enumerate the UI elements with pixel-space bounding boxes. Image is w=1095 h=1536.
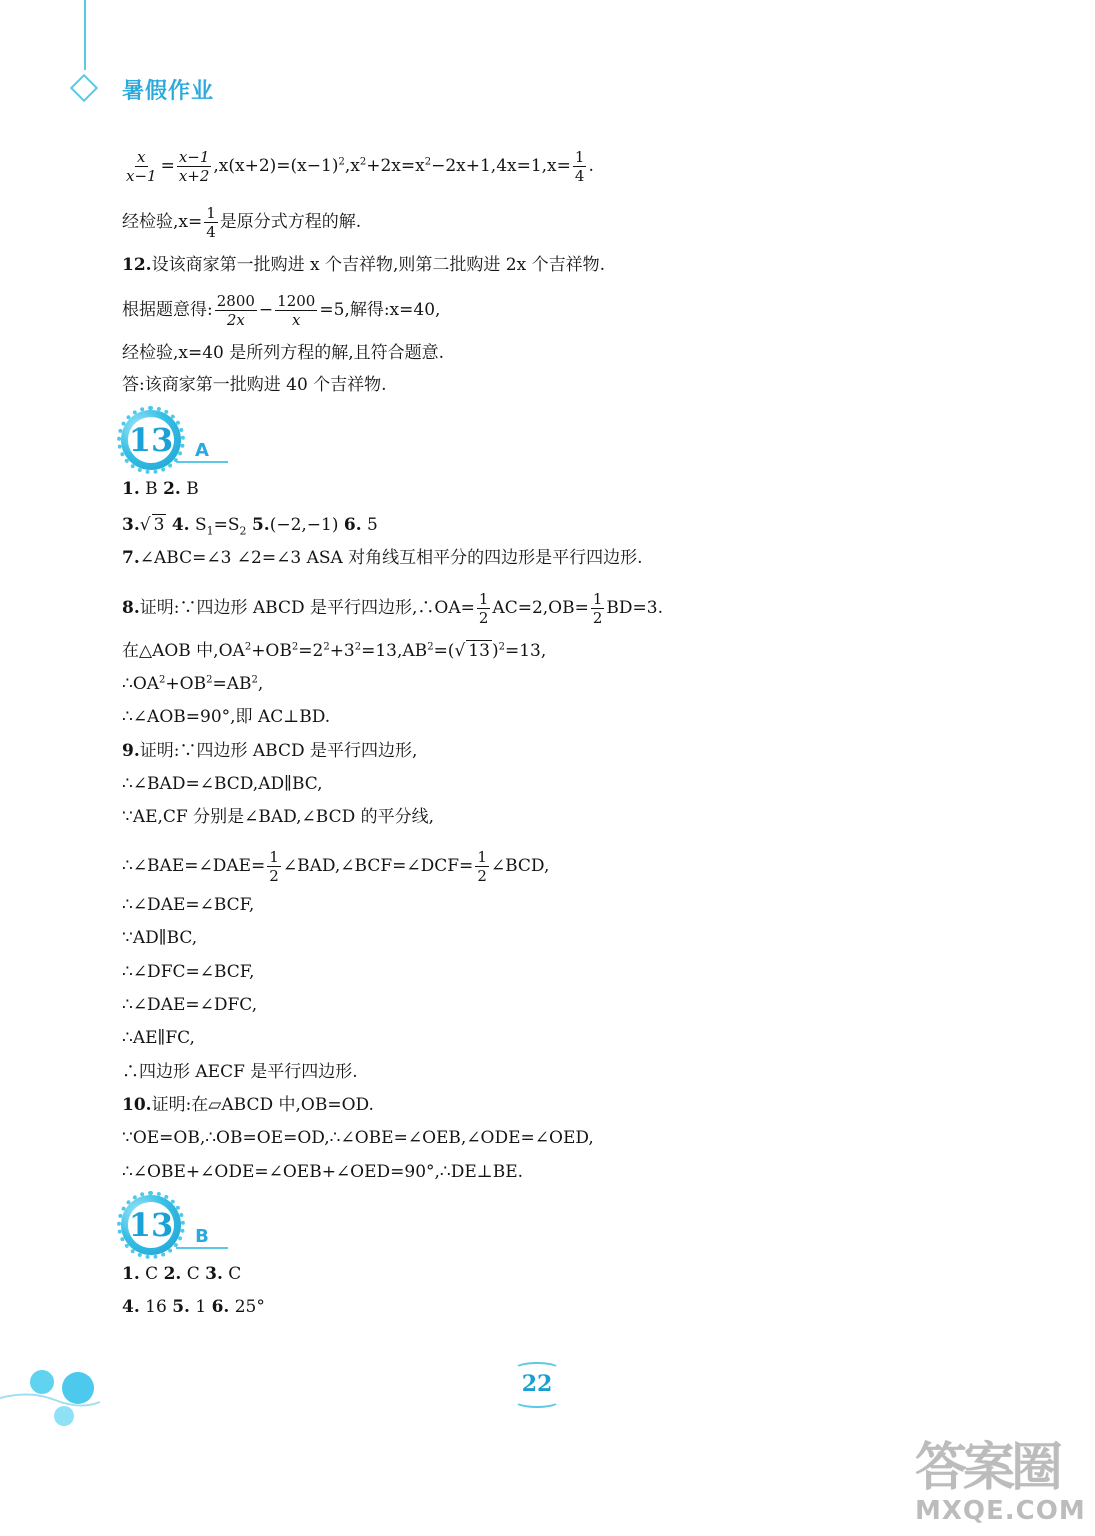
section-badge-13a: 13: [121, 410, 181, 470]
question-9-line-2: ∴∠BAD=∠BCD,AD∥BC,: [122, 774, 323, 794]
question-12-equation: 根据题意得: $\frac{2800}{2x}$ − $\frac{1200}{x}$ =5,解得:x=40,: [122, 292, 441, 329]
question-10-line-3: ∴∠OBE+∠ODE=∠OEB+∠OED=90°,∴DE⊥BE.: [122, 1162, 524, 1182]
question-8-line-2: 在△AOB 中$,OA^2+OB^2=2^2+3^2=13,AB^2=(√$ 13 )$^2$=13,: [122, 641, 547, 661]
fraction: $\frac{1}{4}$: [574, 148, 585, 185]
fraction: $\frac{1}{2}$: [592, 590, 603, 627]
question-10-line-2: ∵OE=OB,∴OB=OE=OD,∴∠OBE=∠OEB,∠ODE=∠OED,: [122, 1128, 594, 1148]
fraction: $\frac{x}{x-1}$: [126, 148, 157, 185]
answers-3-6: 3.√ 3 4. $S_1=S_2$ 5.(−2,−1) 6. 5: [122, 515, 378, 538]
question-9-line-3: ∵AE,CF 分别是∠BAD,∠BCD 的平分线,: [122, 807, 435, 827]
bubble-decoration-icon: [0, 1368, 110, 1438]
fraction: $\frac{1}{2}$: [478, 590, 489, 627]
question-9-line-4: ∴∠BAE=∠DAE= $\frac{1}{2}$ ∠BAD,∠BCF=∠DCF= $\frac{1}{2}$ ∠BCD,: [122, 848, 550, 885]
fraction: $\frac{1}{2}$: [477, 848, 487, 885]
section-letter-b: B: [176, 1226, 228, 1249]
section-badge-13b: 13: [121, 1195, 181, 1255]
header-title: 暑假作业: [122, 79, 215, 104]
header-vertical-line: [84, 0, 86, 70]
section-letter-a: A: [176, 440, 228, 463]
question-9-line-8: ∴∠DAE=∠DFC,: [122, 995, 258, 1015]
question-8-line-3: $\therefore OA^2+OB^2=AB^2$,: [122, 674, 264, 694]
answers-b-4-6: 4. 16 5. 1 6. 25°: [122, 1297, 265, 1317]
question-12-answer: 答:该商家第一批购进 40 个吉祥物.: [122, 375, 387, 395]
question-9-line-5: ∴∠DAE=∠BCF,: [122, 895, 255, 915]
fraction: $\frac{1200}{x}$: [277, 292, 316, 329]
question-9-line-10: ∴四边形 AECF 是平行四边形.: [122, 1062, 358, 1082]
question-8-line-4: ∴∠AOB=90°,即 AC⊥BD.: [122, 707, 331, 727]
question-8-line-1: 8.证明:∵四边形 ABCD 是平行四边形,∴OA= $\frac{1}{2}$ AC=2,OB= $\frac{1}{2}$ BD=3.: [122, 590, 663, 627]
question-9-line-1: 9.证明:∵四边形 ABCD 是平行四边形,: [122, 741, 418, 761]
question-9-line-6: ∵AD∥BC,: [122, 928, 198, 948]
equation-line-1: $\frac{x}{x-1}$ = $\frac{x-1}{x+2}$ $,x(x+2)=(x-1)^2,x^2+2x=x^2-2x+1,4x=1,x=$ $\frac{1}{4}$ .: [126, 148, 594, 185]
fraction: $\frac{1}{2}$: [269, 848, 279, 885]
answers-1-2: 1. B 2. B: [122, 479, 199, 499]
question-9-line-9: ∴AE∥FC,: [122, 1028, 195, 1048]
answers-b-1-3: 1. C 2. C 3. C: [122, 1264, 242, 1284]
answer-7: 7.∠ABC=∠3 ∠2=∠3 ASA 对角线互相平分的四边形是平行四边形.: [122, 548, 643, 568]
verification-line: 经检验,x= $\frac{1}{4}$ 是原分式方程的解.: [122, 204, 362, 241]
watermark-logo: 答案圈 MXQE.COM: [915, 1438, 1086, 1526]
fraction: $\frac{2800}{2x}$: [216, 292, 255, 329]
question-10-line-1: 10.证明:在▱ABCD 中,OB=OD.: [122, 1095, 374, 1115]
fraction: $\frac{1}{4}$: [206, 204, 216, 241]
question-9-line-7: ∴∠DFC=∠BCF,: [122, 962, 255, 982]
question-12: 12.设该商家第一批购进 x 个吉祥物,则第二批购进 2x 个吉祥物.: [122, 255, 605, 275]
question-12-check: 经检验,x=40 是所列方程的解,且符合题意.: [122, 343, 445, 363]
fraction: $\frac{x-1}{x+2}$: [178, 148, 210, 185]
page-number: 22: [508, 1364, 566, 1404]
diamond-icon: [70, 74, 98, 102]
